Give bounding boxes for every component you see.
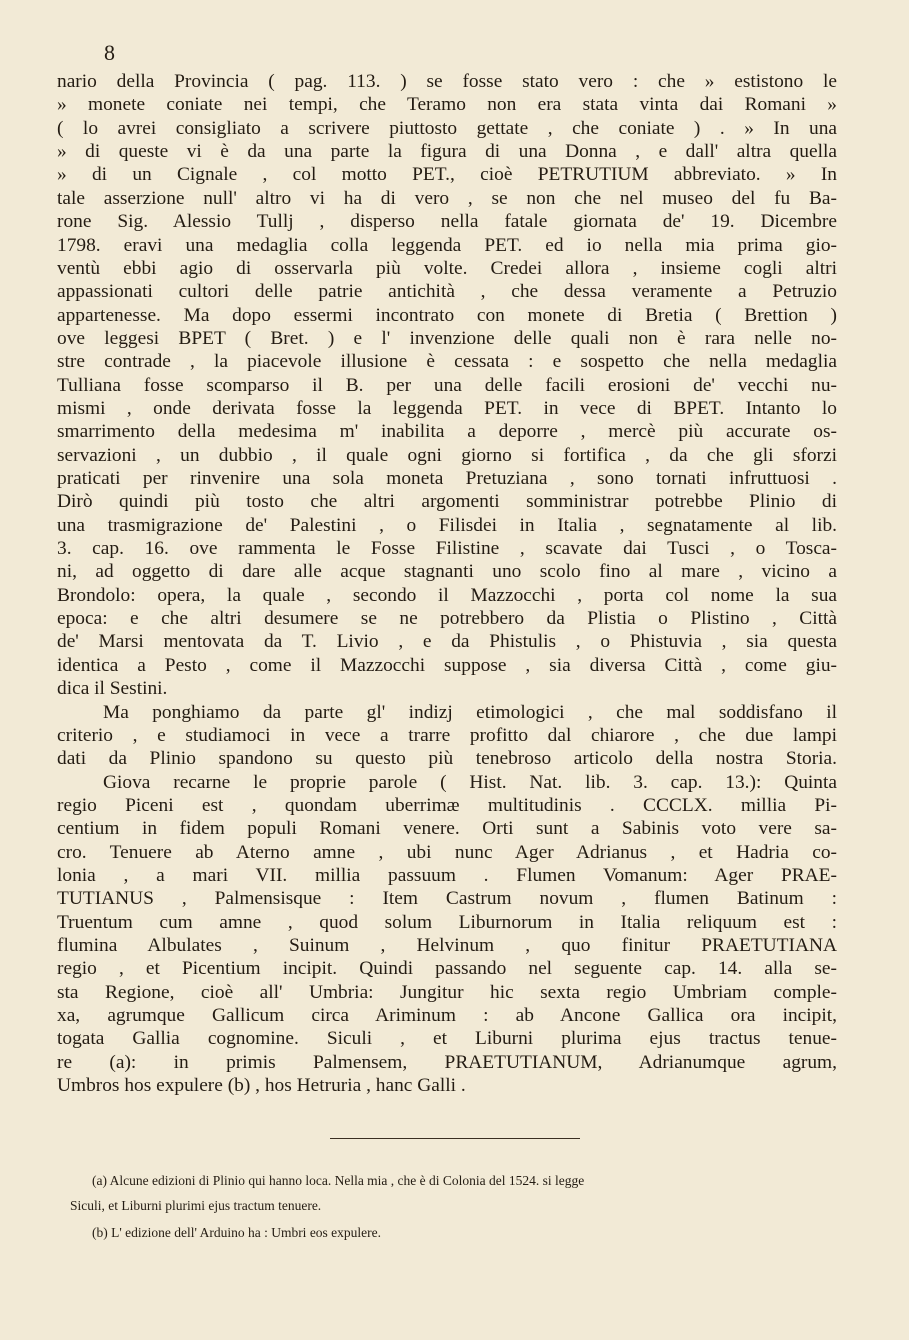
- text-line: identica a Pesto , come il Mazzocchi suppose , sia diversa Città , come giu-: [57, 654, 837, 676]
- text-line: sta Regione, cioè all' Umbria: Jungitur hic sexta regio Umbriam comple-: [57, 981, 837, 1003]
- footnote-line: (a) Alcune edizioni di Plinio qui hanno loca. Nella mia , che è di Colonia del 1524. si legge: [92, 1173, 585, 1188]
- text-line: nario della Provincia ( pag. 113. ) se fosse stato vero : che » estistono le: [57, 71, 837, 92]
- footnote-separator: [330, 1138, 580, 1139]
- text-line: regio , et Picentium incipit. Quindi passando nel seguente cap. 14. alla se-: [57, 958, 837, 980]
- text-line: 1798. eravi una medaglia colla leggenda PET. ed io nella mia prima gio-: [57, 234, 837, 256]
- text-line: servazioni , un dubbio , il quale ogni giorno si fortifica , da che gli sforzi: [57, 444, 837, 466]
- text-line: togata Gallia cognomine. Siculi , et Liburni plurima ejus tractus tenue-: [57, 1028, 837, 1050]
- text-line: » monete coniate nei tempi, che Teramo non era stata vinta dai Romani »: [57, 94, 837, 116]
- text-line: Brondolo: opera, la quale , secondo il Mazzocchi , porta col nome la sua: [57, 584, 837, 606]
- text-line: Giova recarne le proprie parole ( Hist. Nat. lib. 3. cap. 13.): Quinta: [103, 771, 837, 793]
- text-line: ( lo avrei consigliato a scrivere piuttosto gettate , che coniate ) . » In una: [57, 117, 837, 139]
- text-line: ove leggesi BPET ( Bret. ) e l' invenzione delle quali non è rara nelle no-: [57, 327, 837, 349]
- text-line: dati da Plinio spandono su questo più tenebroso articolo della nostra Storia.: [57, 748, 837, 770]
- text-line: centium in fidem populi Romani venere. Orti sunt a Sabinis voto vere sa-: [57, 818, 837, 840]
- text-line: epoca: e che altri desumere se ne potrebbero da Plistia o Plistino , Città: [57, 608, 837, 630]
- text-line: appassionati cultori delle patrie antichità , che dessa veramente a Petruzio: [57, 281, 837, 303]
- text-line: rone Sig. Alessio Tullj , disperso nella fatale giornata de' 19. Dicembre: [57, 211, 837, 233]
- text-line: Tulliana fosse scomparso il B. per una delle facili erosioni de' vecchi nu-: [57, 374, 837, 396]
- text-line: Truentum cum amne , quod solum Liburnorum in Italia reliquum est :: [57, 911, 837, 933]
- footnote-line: (b) L' edizione dell' Arduino ha : Umbri eos expulere.: [92, 1225, 382, 1240]
- text-line: flumina Albulates , Suinum , Helvinum , quo finitur PRAETUTIANA: [57, 935, 837, 956]
- text-line: » di queste vi è da una parte la figura di una Donna , e dall' altra quella: [57, 141, 837, 163]
- text-line: 3. cap. 16. ove rammenta le Fosse Filistine , scavate dai Tusci , o Tosca-: [57, 538, 837, 559]
- text-line: re (a): in primis Palmensem, PRAETUTIANUM, Adrianumque agrum,: [57, 1051, 837, 1073]
- text-line: smarrimento della medesima m' inabilita a deporre , mercè più accurate os-: [57, 421, 837, 443]
- text-line: cro. Tenuere ab Aterno amne , ubi nunc Ager Adrianus , et Hadria co-: [57, 841, 837, 863]
- text-line: una trasmigrazione de' Palestini , o Filisdei in Italia , segnatamente al lib.: [57, 514, 837, 536]
- text-line: criterio , e studiamoci in vece a trarre profitto dal chiarore , che due lampi: [57, 724, 837, 746]
- text-line: regio Piceni est , quondam uberrimæ multitudinis . CCCLX. millia Pi-: [57, 794, 837, 816]
- page-number: 8: [104, 40, 115, 65]
- text-line: tale asserzione null' altro vi ha di vero , se non che nel museo del fu Ba-: [57, 187, 837, 209]
- text-line: Umbros hos expulere (b) , hos Hetruria , hanc Galli .: [57, 1075, 466, 1097]
- text-line: de' Marsi mentovata da T. Livio , e da Phistulis , o Phistuvia , sia questa: [57, 631, 837, 653]
- text-line: dica il Sestini.: [57, 678, 168, 700]
- text-line: lonia , a mari VII. millia passuum . Flumen Vomanum: Ager PRAE-: [57, 864, 837, 886]
- text-line: Ma ponghiamo da parte gl' indizj etimologici , che mal soddisfano il: [103, 701, 837, 723]
- text-line: ventù ebbi agio di osservarla più volte. Credei allora , insieme cogli altri: [57, 257, 837, 279]
- text-line: ni, ad oggetto di dare alle acque stagnanti uno scolo fino al mare , vicino a: [57, 561, 837, 583]
- text-line: xa, agrumque Gallicum circa Ariminum : ab Ancone Gallica ora incipit,: [57, 1005, 837, 1026]
- text-line: Dirò quindi più tosto che altri argomenti somministrar potrebbe Plinio di: [57, 491, 837, 513]
- text-line: » di un Cignale , col motto PET., cioè PETRUTIUM abbreviato. » In: [57, 164, 837, 186]
- text-line: TUTIANUS , Palmensisque : Item Castrum novum , flumen Batinum :: [57, 888, 837, 910]
- footnote-line: Siculi, et Liburni plurimi ejus tractum tenuere.: [70, 1198, 322, 1213]
- text-line: stre contrade , la piacevole illusione è cessata : e sospetto che nella medaglia: [57, 351, 837, 373]
- text-line: praticati per rinvenire una sola moneta Pretuziana , sono tornati infruttuosi .: [57, 468, 837, 489]
- text-line: appartenesse. Ma dopo essermi incontrato con monete di Bretia ( Brettion ): [57, 304, 837, 326]
- text-line: mismi , onde derivata fosse la leggenda PET. in vece di BPET. Intanto lo: [57, 397, 837, 419]
